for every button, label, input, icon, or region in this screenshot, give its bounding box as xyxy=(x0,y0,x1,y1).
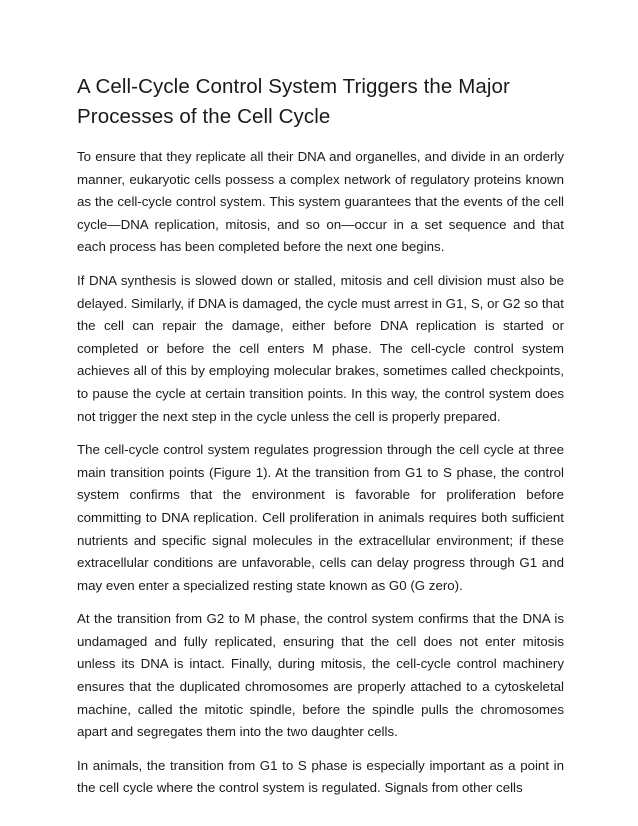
paragraph-3: The cell-cycle control system regulates progression through the cell cycle at three main transition points (Figure 1). At the transition from G1 to S phase, the control system confirms that the environment is favorable for proliferation before committing to DNA replication. Cell proliferation in animals requires both sufficient nutrients and specific signal molecules in the extracellular environment; if these extracellular conditions are unfavorable, cells can delay progress through G1 and may even enter a specialized resting state known as G0 (G zero). xyxy=(77,442,564,593)
paragraph-2: If DNA synthesis is slowed down or stalled, mitosis and cell division must also be delayed. Similarly, if DNA is damaged, the cycle must arrest in G1, S, or G2 so that the cell can repair the damage, either before DNA replication is started or completed or before the cell enters M phase. The cell-cycle control system achieves all of this by employing molecular brakes, sometimes called checkpoints, to pause the cycle at certain transition points. In this way, the control system does not trigger the next step in the cycle unless the cell is properly prepared. xyxy=(77,272,564,424)
paragraph-1: To ensure that they replicate all their DNA and organelles, and divide in an orderly manner, eukaryotic cells possess a complex network of regulatory proteins known as the cell-cycle control system. This system guarantees that the events of the cell cycle—DNA replication, mitosis, and so on—occur in a set sequence and that each process has been completed before the next one begins. xyxy=(77,149,564,255)
paragraph-5: In animals, the transition from G1 to S phase is especially important as a point in the cell cycle where the control system is regulated. Signals from other cells xyxy=(77,757,564,796)
paragraph-4: At the transition from G2 to M phase, the control system confirms that the DNA is undamaged and fully replicated, ensuring that the cell does not enter mitosis unless its DNA is intact. Finally, during mitosis, the cell-cycle control machinery ensures that the duplicated chromosomes are properly attached to a cytoskeletal machine, called the mitotic spindle, before the spindle pulls the chromosomes apart and segregates them into the two daughter cells. xyxy=(77,611,564,740)
document-title: A Cell-Cycle Control System Triggers the Major Processes of the Cell Cycle xyxy=(77,75,510,128)
